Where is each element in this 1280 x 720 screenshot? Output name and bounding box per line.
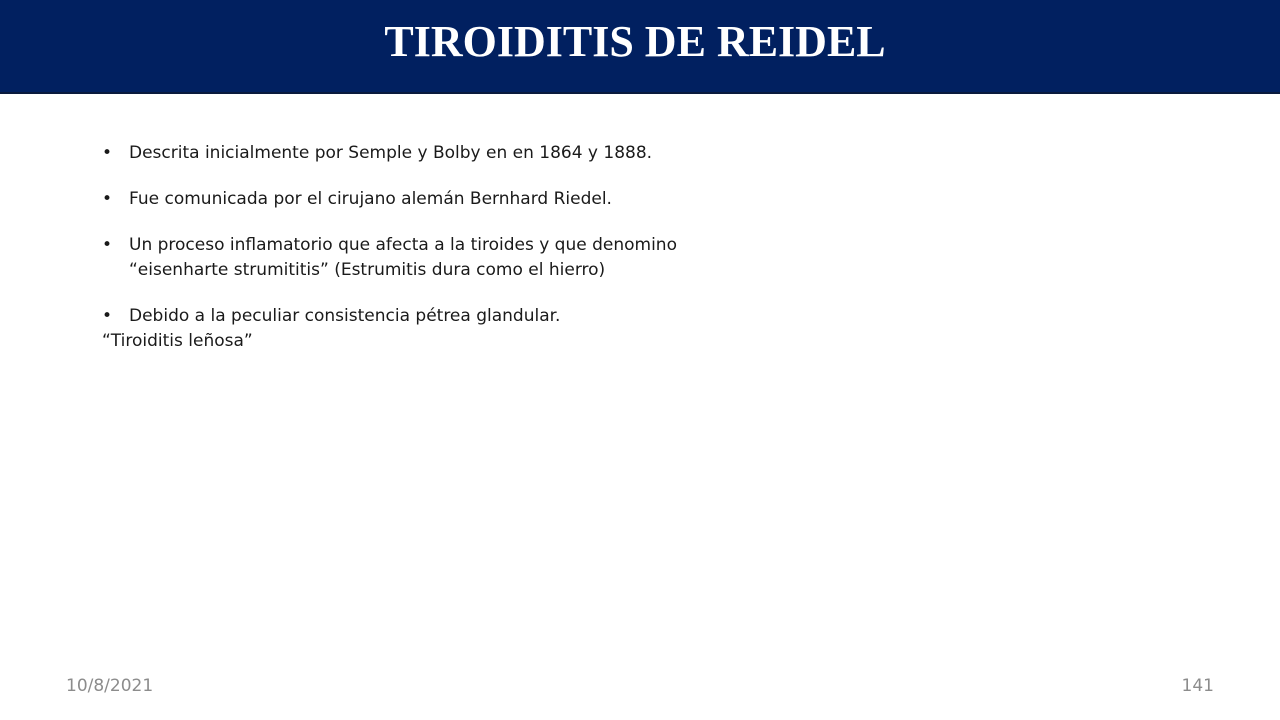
bullet-icon: • — [102, 306, 113, 326]
page-number: 141 — [1181, 676, 1214, 696]
bullet-text: Debido a la peculiar consistencia pétrea glandular. — [129, 306, 561, 326]
bullet-item — [102, 141, 712, 166]
bullet-item — [102, 304, 712, 329]
bullet-icon: • — [102, 189, 113, 209]
bullet-item — [102, 187, 712, 212]
slide-title: TIROIDITIS DE REIDEL — [384, 17, 886, 66]
footer-date: 10/8/2021 — [66, 676, 154, 696]
bullet-icon: • — [102, 235, 113, 255]
bullet-item — [102, 233, 712, 283]
bullet-text: Un proceso inflamatorio que afecta a la tiroides y que denomino “eisenharte strumititis” (Estrumitis dura como el hierro) — [129, 235, 677, 280]
bullet-text: Fue comunicada por el cirujano alemán Bernhard Riedel. — [129, 189, 612, 209]
slide-content — [102, 141, 712, 354]
bullet-icon: • — [102, 143, 113, 163]
bullet-text: Descrita inicialmente por Semple y Bolby en en 1864 y 1888. — [129, 143, 653, 163]
quoted-term: “Tiroiditis leñosa” — [102, 331, 253, 351]
title-bar — [0, 0, 1280, 94]
